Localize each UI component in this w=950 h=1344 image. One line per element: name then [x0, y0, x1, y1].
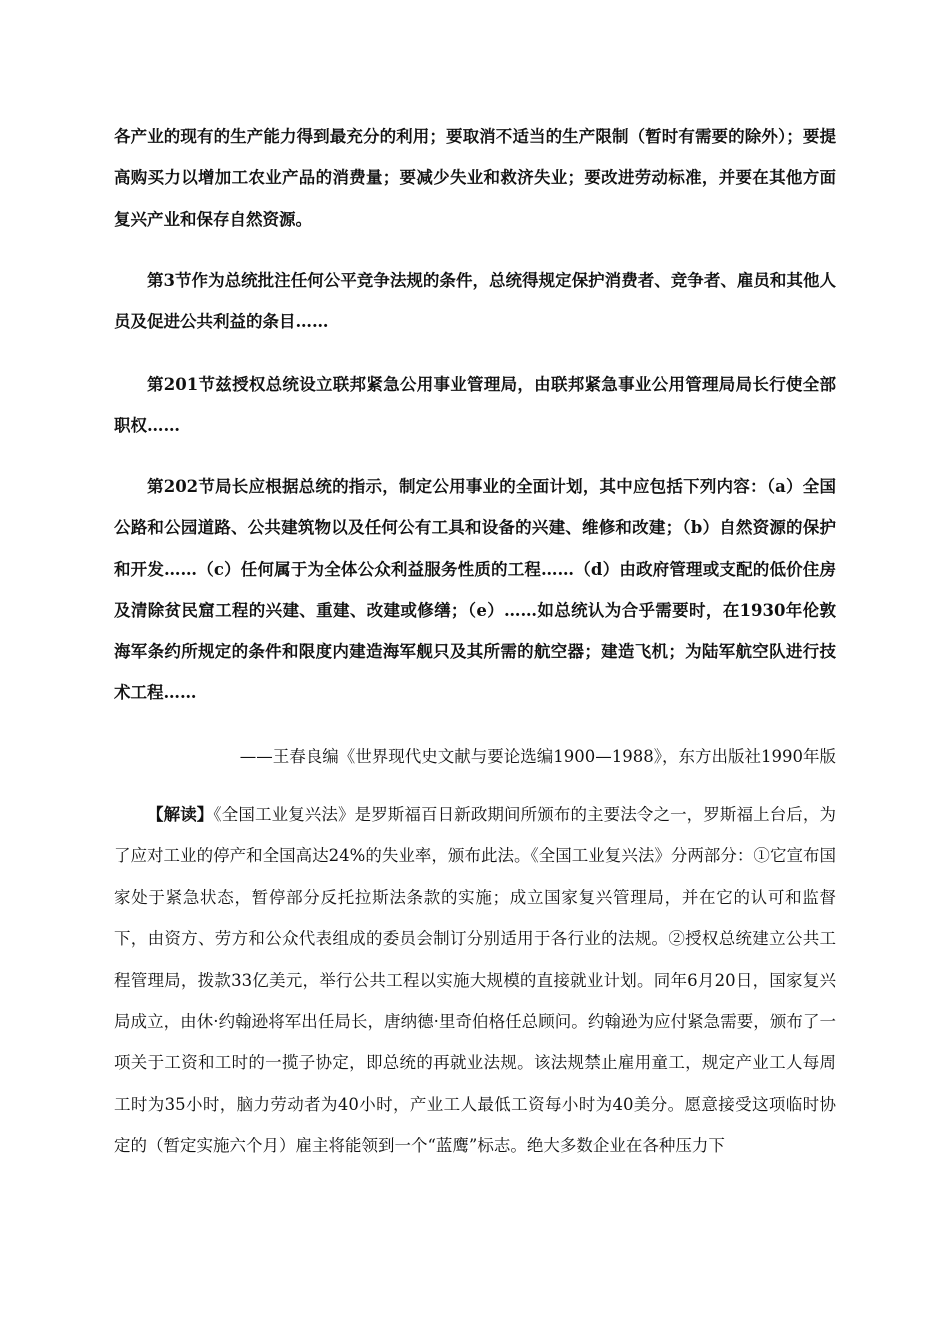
source-citation: ——王春良编《世界现代史文献与要论选编1900—1988》，东方出版社1990年版 [239, 747, 836, 766]
commentary-paragraph [114, 794, 836, 1167]
law-text-paragraph: 各产业的现有的生产能力得到最充分的利用；要取消不适当的生产限制（暂时有需要的除外）；要提高购买力以增加工农业产品的消费量；要减少失业和救济失业；要改进劳动标准，并要在其他方面复兴产业和保存自然资源。 [114, 127, 836, 229]
commentary-label: 【解读】 [147, 805, 214, 824]
section-202-paragraph: 第202节局长应根据总统的指示，制定公用事业的全面计划，其中应包括下列内容：（a）全国公路和公园道路、公共建筑物以及任何公有工具和设备的兴建、维修和改建；（b）自然资源的保护和开发……（c）任何属于为全体公众利益服务性质的工程……（d）由政府管理或支配的低价住房及清除贫民窟工程的兴建、重建、改建或修缮；（e）……如总统认为合乎需要时，在1930年伦敦海军条约所规定的条件和限度内建造海军舰只及其所需的航空器；建造飞机；为陆军航空队进行技术工程…… [114, 477, 836, 703]
commentary-text: 《全国工业复兴法》是罗斯福百日新政期间所颁布的主要法令之一，罗斯福上台后，为了应对工业的停产和全国高达24%的失业率，颁布此法。《全国工业复兴法》分两部分：①它宣布国家处于紧急状态，暂停部分反托拉斯法条款的实施；成立国家复兴管理局，并在它的认可和监督下，由资方、劳方和公众代表组成的委员会制订分别适用于各行业的法规。②授权总统建立公共工程管理局，拨款33亿美元，举行公共工程以实施大规模的直接就业计划。同年6月20日，国家复兴局成立，由休·约翰逊将军出任局长，唐纳德·里奇伯格任总顾问。约翰逊为应付紧急需要，颁布了一项关于工资和工时的一揽子协定，即总统的再就业法规。该法规禁止雇用童工，规定产业工人每周工时为35小时，脑力劳动者为40小时，产业工人最低工资每小时为40美分。愿意接受这项临时协定的（暂定实施六个月）雇主将能领到一个“蓝鹰”标志。绝大多数企业在各种压力下 [114, 805, 837, 1156]
section-201-paragraph: 第201节兹授权总统设立联邦紧急公用事业管理局，由联邦紧急事业公用管理局局长行使全部职权…… [114, 375, 836, 436]
section-3-paragraph: 第3节作为总统批注任何公平竞争法规的条件，总统得规定保护消费者、竞争者、雇员和其他人员及促进公共利益的条目…… [114, 271, 836, 332]
